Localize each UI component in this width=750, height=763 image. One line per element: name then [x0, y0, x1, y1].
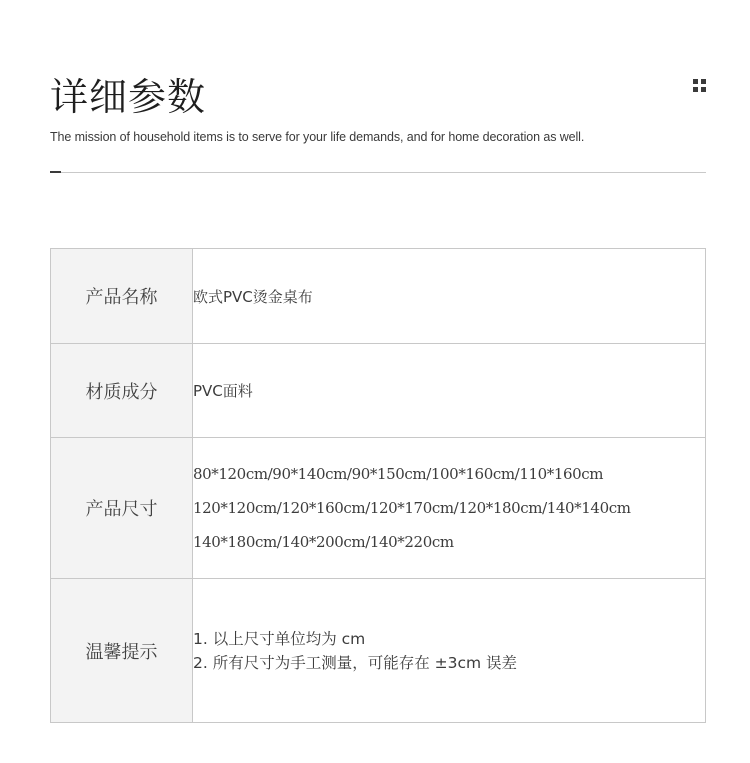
table-row	[51, 579, 706, 723]
page-subtitle: The mission of household items is to serve for your life demands, and for home decoration as well.	[50, 130, 585, 144]
tip-line: 2. 所有尺寸为手工测量，可能存在 ±3cm 误差	[193, 653, 518, 672]
row-label-tips: 温馨提示	[51, 579, 193, 723]
row-label-name: 产品名称	[51, 249, 193, 344]
size-line: 140*180cm/140*200cm/140*220cm	[193, 533, 454, 551]
size-line: 120*120cm/120*160cm/120*170cm/120*180cm/140*140cm	[193, 499, 631, 517]
row-value-tips	[193, 579, 706, 723]
params-table	[50, 248, 706, 723]
row-value-name: 欧式PVC烫金桌布	[193, 249, 706, 344]
row-label-size: 产品尺寸	[51, 438, 193, 579]
divider-line	[50, 172, 706, 173]
table-row	[51, 344, 706, 438]
grid-icon[interactable]	[693, 79, 706, 92]
table-row	[51, 438, 706, 579]
row-value-material: PVC面料	[193, 344, 706, 438]
tip-line: 1. 以上尺寸单位均为 cm	[193, 629, 366, 648]
row-label-material: 材质成分	[51, 344, 193, 438]
row-value-size	[193, 438, 706, 579]
divider-accent	[50, 171, 61, 173]
page-title: 详细参数	[50, 75, 207, 119]
size-line: 80*120cm/90*140cm/90*150cm/100*160cm/110*160cm	[193, 465, 604, 483]
table-row	[51, 249, 706, 344]
